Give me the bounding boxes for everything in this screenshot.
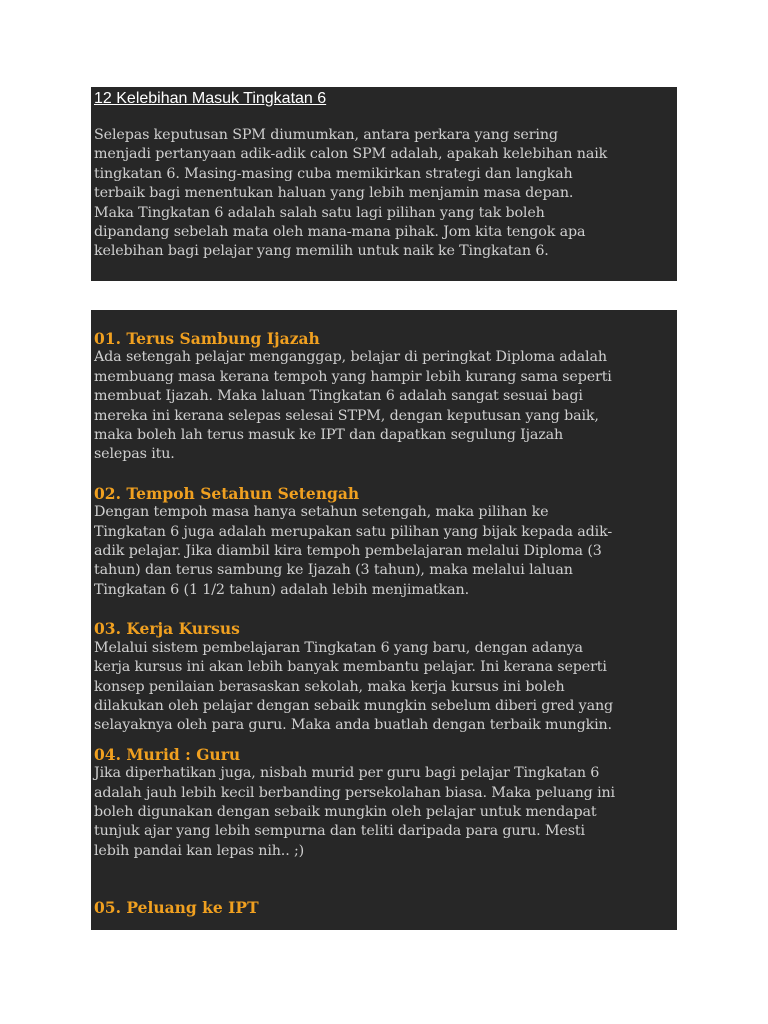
body-line: Tingkatan 6 (1 1/2 tahun) adalah lebih menjimatkan. <box>94 581 470 598</box>
benefits-block <box>91 310 677 930</box>
section-04 <box>94 745 674 861</box>
section-body <box>94 764 674 861</box>
body-line: membuat Ijazah. Maka laluan Tingkatan 6 adalah sangat sesuai bagi <box>94 388 583 405</box>
body-line: adik pelajar. Jika diambil kira tempoh pembelajaran melalui Diploma (3 <box>94 543 602 560</box>
intro-line: dipandang sebelah mata oleh mana-mana pihak. Jom kita tengok apa <box>94 224 586 241</box>
body-line: Tingkatan 6 juga adalah merupakan satu pilihan yang bijak kepada adik- <box>94 523 613 540</box>
intro-line: tingkatan 6. Masing-masing cuba memikirkan strategi dan langkah <box>94 165 573 182</box>
section-body <box>94 503 674 600</box>
intro-line: kelebihan bagi pelajar yang memilih untuk naik ke Tingkatan 6. <box>94 243 549 260</box>
body-line: kerja kursus ini akan lebih banyak membantu pelajar. Ini kerana seperti <box>94 659 607 676</box>
intro-paragraph <box>94 126 674 262</box>
body-line: lebih pandai kan lepas nih.. ;) <box>94 842 305 859</box>
body-line: maka boleh lah terus masuk ke IPT dan dapatkan segulung Ijazah <box>94 427 564 444</box>
body-line: tahun) dan terus sambung ke Ijazah (3 tahun), maka melalui laluan <box>94 562 573 579</box>
section-heading: 05. Peluang ke IPT <box>94 898 259 918</box>
body-line: Melalui sistem pembelajaran Tingkatan 6 yang baru, dengan adanya <box>94 639 583 656</box>
section-01 <box>94 329 674 465</box>
body-line: konsep penilaian berasaskan sekolah, maka kerja kursus ini boleh <box>94 678 565 695</box>
body-line: tunjuk ajar yang lebih sempurna dan teliti daripada para guru. Mesti <box>94 823 585 840</box>
section-05 <box>94 898 674 917</box>
body-line: mereka ini kerana selepas selesai STPM, dengan keputusan yang baik, <box>94 407 599 424</box>
intro-line: Maka Tingkatan 6 adalah salah satu lagi pilihan yang tak boleh <box>94 204 545 221</box>
body-line: adalah jauh lebih kecil berbanding persekolahan biasa. Maka peluang ini <box>94 784 615 801</box>
body-line: Ada setengah pelajar menganggap, belajar di peringkat Diploma adalah <box>94 349 607 366</box>
body-line: Jika diperhatikan juga, nisbah murid per guru bagi pelajar Tingkatan 6 <box>94 765 600 782</box>
section-heading: 03. Kerja Kursus <box>94 619 240 639</box>
section-02 <box>94 484 674 600</box>
section-body <box>94 348 674 464</box>
body-line: boleh digunakan dengan sebaik mungkin oleh pelajar untuk mendapat <box>94 803 597 820</box>
intro-block <box>91 87 677 281</box>
section-heading: 01. Terus Sambung Ijazah <box>94 329 320 348</box>
body-line: selayaknya oleh para guru. Maka anda buatlah dengan terbaik mungkin. <box>94 717 612 734</box>
intro-title[interactable]: 12 Kelebihan Masuk Tingkatan 6 <box>94 90 327 107</box>
section-03 <box>94 619 674 735</box>
intro-line: terbaik bagi menentukan haluan yang lebih menjamin masa depan. <box>94 185 574 202</box>
section-heading: 02. Tempoh Setahun Setengah <box>94 483 360 503</box>
intro-line: Selepas keputusan SPM diumumkan, antara perkara yang sering <box>94 127 558 143</box>
body-line: membuang masa kerana tempoh yang hampir lebih kurang sama seperti <box>94 368 612 385</box>
section-body <box>94 639 674 736</box>
intro-line: menjadi pertanyaan adik-adik calon SPM adalah, apakah kelebihan naik <box>94 146 608 163</box>
body-line: dilakukan oleh pelajar dengan sebaik mungkin sebelum diberi gred yang <box>94 697 614 714</box>
body-line: selepas itu. <box>94 446 175 463</box>
section-heading: 04. Murid : Guru <box>94 744 241 764</box>
body-line: Dengan tempoh masa hanya setahun setengah, maka pilihan ke <box>94 504 549 521</box>
